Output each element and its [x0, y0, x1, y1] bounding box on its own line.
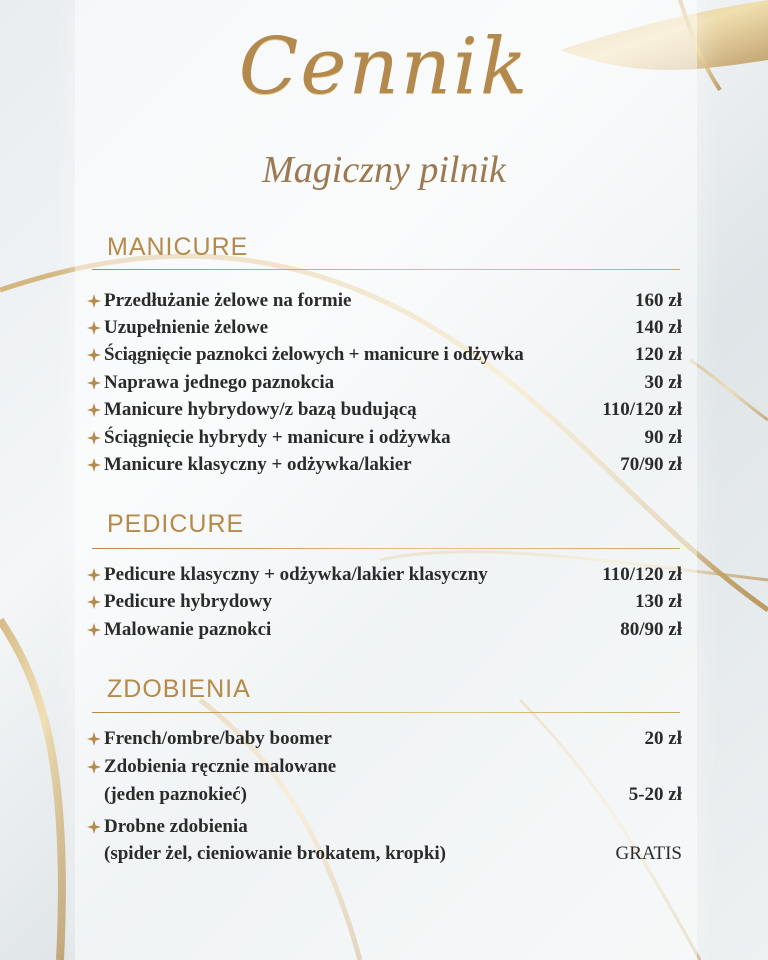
item-name: Zdobienia ręcznie malowane — [104, 756, 337, 777]
gold-star-icon — [86, 622, 102, 638]
item-price: 110/120 zł — [602, 399, 682, 420]
list-item — [86, 728, 682, 754]
page-subtitle: Magiczny pilnik — [262, 149, 506, 191]
item-price: 70/90 zł — [620, 454, 682, 475]
list-item — [86, 564, 682, 590]
section-divider — [92, 269, 680, 270]
gold-star-icon — [86, 567, 102, 583]
item-price: 130 zł — [635, 591, 682, 612]
item-price: 5-20 zł — [628, 784, 682, 805]
gold-star-icon — [86, 347, 102, 363]
list-item — [86, 427, 682, 453]
item-name: Ściągnięcie paznokci żelowych + manicure i odżywka — [104, 344, 524, 365]
item-name: French/ombre/baby boomer — [104, 728, 332, 749]
item-price: 30 zł — [644, 372, 682, 393]
list-item — [86, 816, 682, 842]
item-price: 110/120 zł — [602, 564, 682, 585]
item-name: Drobne zdobienia — [104, 816, 248, 837]
item-name: Ściągnięcie hybrydy + manicure i odżywka — [104, 427, 451, 448]
item-price: 20 zł — [644, 728, 682, 749]
item-detail: (jeden paznokieć) — [104, 784, 248, 805]
gold-star-icon — [86, 402, 102, 418]
section-title-zdobienia: ZDOBIENIA — [107, 675, 251, 703]
item-name: Malowanie paznokci — [104, 619, 272, 640]
list-item — [86, 591, 682, 617]
list-item — [86, 399, 682, 425]
gold-star-icon — [86, 320, 102, 336]
gold-star-icon — [86, 375, 102, 391]
list-item-continuation — [86, 843, 682, 869]
page-title: Cennik — [238, 22, 530, 112]
item-price: 160 zł — [635, 290, 682, 311]
item-price: GRATIS — [615, 843, 682, 864]
list-item — [86, 756, 682, 782]
gold-star-icon — [86, 457, 102, 473]
section-title-pedicure: PEDICURE — [107, 510, 245, 538]
gold-star-icon — [86, 759, 102, 775]
section-title-manicure: MANICURE — [107, 233, 249, 261]
item-price: 90 zł — [644, 427, 682, 448]
gold-star-icon — [86, 293, 102, 309]
list-item — [86, 290, 682, 316]
section-divider — [92, 548, 680, 549]
gold-star-icon — [86, 594, 102, 610]
item-price: 120 zł — [635, 344, 682, 365]
list-item — [86, 344, 682, 370]
item-price: 80/90 zł — [620, 619, 682, 640]
section-divider — [92, 712, 680, 713]
gold-star-icon — [86, 819, 102, 835]
gold-star-icon — [86, 430, 102, 446]
item-detail: (spider żel, cieniowanie brokatem, kropki) — [104, 843, 446, 864]
item-name: Manicure hybrydowy/z bazą budującą — [104, 399, 417, 420]
list-item — [86, 317, 682, 343]
item-name: Przedłużanie żelowe na formie — [104, 290, 352, 311]
list-item — [86, 619, 682, 645]
item-name: Manicure klasyczny + odżywka/lakier — [104, 454, 412, 475]
item-name: Uzupełnienie żelowe — [104, 317, 269, 338]
item-price: 140 zł — [635, 317, 682, 338]
item-name: Pedicure hybrydowy — [104, 591, 273, 612]
list-item — [86, 454, 682, 480]
list-item — [86, 372, 682, 398]
item-name: Naprawa jednego paznokcia — [104, 372, 335, 393]
item-name: Pedicure klasyczny + odżywka/lakier klasyczny — [104, 564, 488, 585]
gold-star-icon — [86, 731, 102, 747]
list-item-continuation — [86, 784, 682, 810]
